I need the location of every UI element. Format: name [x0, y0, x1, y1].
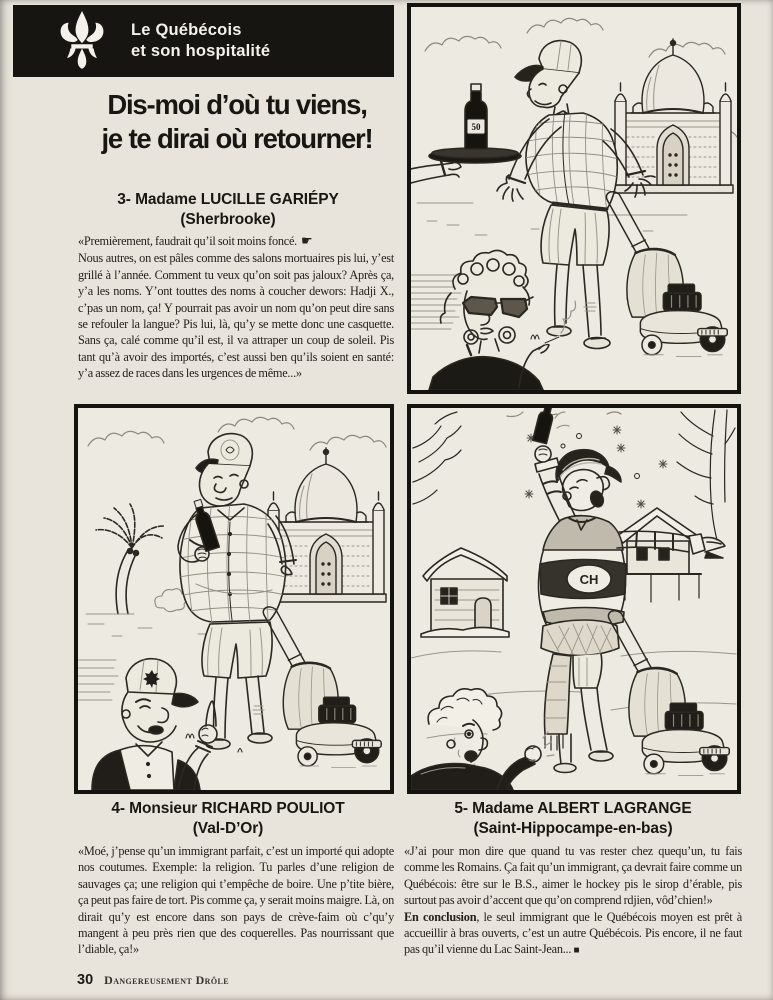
canadiens-logo: CH	[579, 572, 599, 587]
title-line1: Dis-moi d’où tu viens,	[107, 89, 367, 120]
section-5-conclusion	[404, 909, 742, 960]
section-4-heading	[62, 799, 394, 839]
lawnmower-graphic	[263, 607, 381, 768]
conclusion-rest: , le seul immigrant que le Québécois moyen est prêt à accueillir à bras ouverts, c’est un autre Québécois. Pis encore, il ne faut pas qu’il vienne du Lac Saint-Jean...	[404, 909, 742, 957]
beer-tray-graphic	[411, 84, 521, 183]
section-5-heading	[404, 799, 742, 839]
section-4-body: «Moé, j’pense qu’un immigrant parfait, c’est un importé qui adopte nos coutumes. Exemple: la religion. Tu parles d’une religion de sauvages ça; une religion qui t’empêche de boire. Une p’tite bière, ça peut pas faire de tort. Pis comme ça, y serait moins maigre. Là, on dirait qu’y est encore dans son pays de crève-faim où c’qu’y mangent à peu près rien que des coquerelles. Pas nourrissant que l’diable, ça!»	[78, 844, 394, 957]
section-3-name: 3- Madame LUCILLE GARIÉPY	[117, 191, 339, 208]
snowy-house-graphic	[421, 548, 509, 637]
beer-bottle-graphic	[533, 408, 557, 444]
section-4-location: (Val-D’Or)	[192, 820, 264, 837]
page-number: 30	[77, 972, 94, 988]
beer-bottle-label: 50	[471, 122, 481, 132]
conclusion-lead: En conclusion	[404, 909, 477, 924]
woman-with-cigarette-graphic	[411, 250, 576, 390]
book-title: Dangereusement Drôle	[104, 973, 229, 987]
section-banner	[13, 5, 394, 77]
fleur-de-lis-icon	[55, 11, 109, 71]
section-3-heading	[62, 190, 394, 230]
section-5-text	[404, 843, 742, 960]
shocked-grandma-graphic	[411, 689, 554, 790]
cartoon-panel-3	[407, 404, 741, 794]
section-4-name: 4- Monsieur RICHARD POULIOT	[111, 800, 345, 817]
lawnmower-graphic	[608, 611, 729, 776]
section-5-location: (Saint-Hippocampe-en-bas)	[473, 820, 673, 837]
section-5-name: 5- Madame ALBERT LAGRANGE	[454, 800, 692, 817]
man-with-maple-leaf-cap-graphic	[78, 659, 217, 790]
section-5-quote: «J’ai pour mon dire que quand tu vas rester chez quequ’un, tu fais comme les Romains. Ça fait qu’un immigrant, ça devrait faire comme un Québécois: être sur le B.S., aimer le hockey pis le sirop d’érable, pis surtout pas avoir d’accent que qu’on comprend rdjien, vôd’chien!»	[404, 844, 742, 908]
title-line2: je te dirai où retourner!	[101, 123, 373, 154]
section-4-text	[78, 843, 394, 958]
cartoon-panel-1	[407, 3, 741, 394]
taj-mahal-graphic	[613, 39, 733, 193]
cartoon-panel-2	[74, 404, 394, 794]
snowy-shed-graphic	[617, 508, 701, 602]
section-3-body: Nous autres, on est pâles comme des salons mortuaires pis lui, y’est grillé à l’année. Comment tu veux qu’on soit pas jaloux? Après ça, y’a les noms. Y’ont touttes des noms à coucher dewors: Hadji X., c’pas un nom, ça! Y pourrait pas avoir un nom qu’on peut dire sans se refouler la langue? Pis lui, là, qu’y se mette donc une casquette. Sans ça, calé comme qu’il est, il va attraper un coup de soleil. Pis tant qu’à avoir des importés, c’est aussi ben qu’ils soient en santé: y’a assez de races dans les urgences de même...»	[78, 251, 394, 381]
section-3-text	[78, 233, 394, 382]
article-title	[72, 88, 402, 156]
manicule-icon: ☛	[301, 234, 313, 249]
section-3-first-line: «Premièrement, faudrait qu’il soit moins foncé.	[78, 234, 297, 248]
banner-line1: Le Québécois	[131, 21, 242, 39]
palm-tree-graphic	[96, 504, 164, 614]
end-square-icon: ■	[573, 945, 580, 957]
banner-line2: et son hospitalité	[131, 42, 271, 60]
section-3-location: (Sherbrooke)	[180, 211, 276, 228]
lawnmower-graphic	[606, 192, 727, 357]
page-footer	[77, 972, 229, 988]
